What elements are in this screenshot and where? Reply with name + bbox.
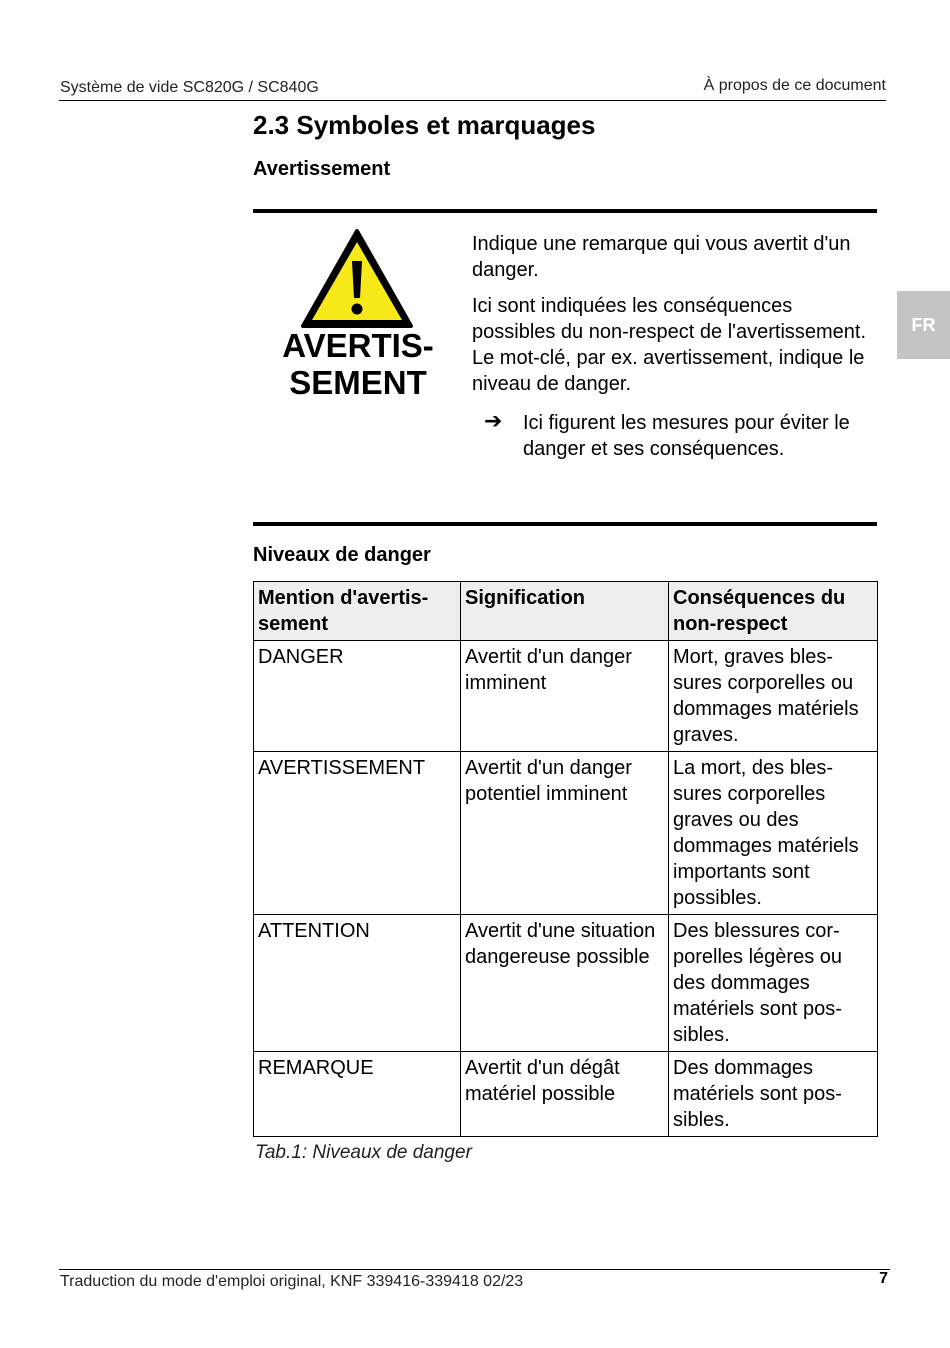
running-header-section: À propos de ce document: [703, 77, 886, 94]
table-row: [254, 915, 878, 1052]
warning-heading: Avertissement: [253, 158, 391, 180]
signal-word-line-1: AVERTIS-: [282, 327, 434, 364]
page-number: 7: [879, 1270, 888, 1287]
table-cell: DANGER: [254, 641, 461, 752]
table-row: [254, 752, 878, 915]
danger-levels-heading: Niveaux de danger: [253, 544, 431, 566]
table-cell: Avertit d'un dégât matériel possible: [461, 1052, 669, 1137]
arrow-right-icon: ➔: [484, 408, 503, 433]
warning-box-bottom-rule: [253, 522, 877, 526]
table-cell: REMARQUE: [254, 1052, 461, 1137]
footer-divider: [59, 1269, 890, 1270]
table-row: [254, 1052, 878, 1137]
warning-measures: Ici figurent les mesures pour éviter le danger et ses conséquences.: [523, 412, 850, 460]
table-cell: AVERTISSEMENT: [254, 752, 461, 915]
table-cell: Avertit d'une situation dangereuse possible: [461, 915, 669, 1052]
signal-word-line-2: SEMENT: [289, 364, 427, 401]
warning-consequences: Ici sont indiquées les conséquences possibles du non-respect de l'avertissement. Le mot-clé, par ex. avertissement, indique le niveau de danger.: [472, 295, 867, 395]
warning-box-top-rule: [253, 209, 877, 213]
language-tab: FR: [897, 291, 950, 359]
warning-triangle-icon: [300, 228, 414, 330]
column-header-signal-word: Mention d'avertissement: [254, 582, 461, 641]
table-cell: ATTENTION: [254, 915, 461, 1052]
table-caption: Tab.1: Niveaux de danger: [255, 1142, 472, 1163]
section-title: 2.3 Symboles et marquages: [253, 110, 596, 140]
table-cell: Avertit d'un danger potentiel imminent: [461, 752, 669, 915]
table-cell: Mort, graves blessures corporelles ou dommages matériels graves.: [669, 641, 878, 752]
table-cell: La mort, des blessures corporelles graves ou des dommages matériels importants sont possibles.: [669, 752, 878, 915]
table-cell: Avertit d'un danger imminent: [461, 641, 669, 752]
signal-word: [268, 327, 448, 401]
warning-description: Indique une remarque qui vous avertit d'un danger.: [472, 233, 851, 281]
table-row: [254, 641, 878, 752]
table-cell: Des dommages matériels sont possibles.: [669, 1052, 878, 1137]
header-divider: [59, 100, 886, 101]
column-header-consequences: Conséquences du non-respect: [669, 582, 878, 641]
column-header-meaning: Signification: [461, 582, 669, 641]
table-cell: Des blessures corporelles légères ou des dommages matériels sont possibles.: [669, 915, 878, 1052]
footer-document-reference: Traduction du mode d'emploi original, KNF 339416-339418 02/23: [60, 1273, 524, 1290]
running-header-title: Système de vide SC820G / SC840G: [60, 79, 319, 96]
table-header-row: [254, 582, 878, 641]
danger-levels-table: [253, 581, 878, 1137]
